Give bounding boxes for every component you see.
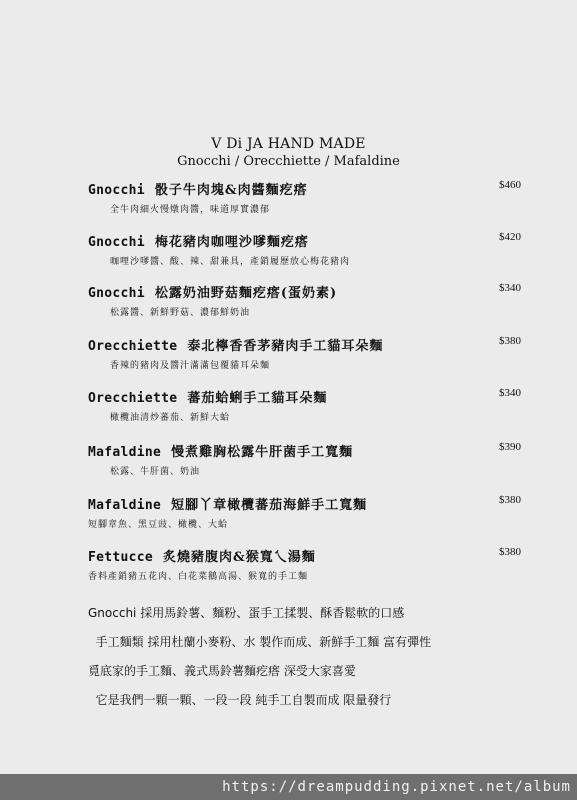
note-line: 手工麵類 採用杜蘭小麥粉、水 製作而成、新鮮手工麵 富有彈性: [88, 635, 432, 649]
item-description: 橄欖油清炒蕃茄、新鮮大蛤: [110, 413, 231, 423]
item-description: 松露、牛肝菌、奶油: [110, 467, 201, 477]
item-pasta-type: Orecchiette: [88, 339, 178, 354]
item-dish-name: 骰子牛肉塊&肉醬麵疙瘩: [154, 183, 308, 198]
watermark-bar: [0, 774, 577, 800]
item-dish-name: 泰北檸香香茅豬肉手工貓耳朵麵: [187, 339, 384, 354]
item-description: 松露醬、新鮮野菇、濃郁鮮奶油: [110, 308, 251, 318]
item-name: [88, 546, 528, 565]
item-name: [88, 335, 528, 354]
item-dish-name: 炙燒豬腹肉&猴寬乀湯麵: [163, 550, 316, 565]
menu-item: [88, 179, 528, 215]
item-pasta-type: Gnocchi: [88, 286, 145, 301]
item-description: 全牛肉細火慢燉肉醬，味道厚實濃郁: [110, 205, 271, 215]
item-dish-name: 慢煮雞胸松露牛肝菌手工寬麵: [171, 445, 354, 460]
item-price: $380: [499, 335, 521, 347]
item-name: [88, 282, 528, 301]
item-price: $340: [499, 387, 521, 399]
item-price: $380: [499, 494, 521, 506]
menu-item: [88, 231, 528, 267]
item-name: [88, 441, 528, 460]
item-dish-name: 蕃茄蛤蜊手工貓耳朵麵: [187, 391, 328, 406]
item-price: $380: [499, 546, 521, 558]
item-name: [88, 179, 528, 198]
menu-item: [88, 494, 528, 530]
item-pasta-type: Gnocchi: [88, 183, 145, 198]
item-pasta-type: Mafaldine: [88, 498, 162, 513]
menu-item: [88, 335, 528, 371]
brand-title: V Di JA HAND MADE: [211, 136, 366, 152]
item-dish-name: 短腳丫章橄欖蕃茄海鮮手工寬麵: [171, 498, 368, 513]
note-line: 它是我們一顆一顆、一段一段 純手工自製而成 限量發行: [88, 693, 392, 707]
item-description: 香料產銷豬五花肉、白花菜鵝高湯、猴寬的手工麵: [88, 572, 309, 582]
menu-notes: [88, 604, 548, 720]
menu-item: [88, 282, 528, 318]
menu-header: [0, 136, 577, 169]
item-name: [88, 387, 528, 406]
item-pasta-type: Fettucce: [88, 550, 154, 565]
item-price: $390: [499, 441, 521, 453]
item-description: 香辣的豬肉及醬汁滿滿包覆貓耳朵麵: [110, 361, 271, 371]
watermark-url: https://dreampudding.pixnet.net/album: [222, 779, 571, 795]
item-pasta-type: Gnocchi: [88, 235, 145, 250]
item-name: [88, 494, 528, 513]
item-price: $460: [499, 179, 521, 191]
menu-item: [88, 387, 528, 423]
item-description: 咖哩沙嗲醬、酸、辣、甜兼具，產銷履歷放心梅花豬肉: [110, 257, 351, 267]
pasta-types-subtitle: Gnocchi / Orecchiette / Mafaldine: [177, 154, 400, 169]
item-price: $340: [499, 282, 521, 294]
item-pasta-type: Mafaldine: [88, 445, 162, 460]
note-line: Gnocchi 採用馬鈴薯、麵粉、蛋手工揉製、酥香鬆軟的口感: [88, 606, 405, 620]
item-pasta-type: Orecchiette: [88, 391, 178, 406]
item-description: 短腳章魚、黑豆豉、橄欖、大蛤: [88, 520, 229, 530]
menu-item: [88, 546, 528, 582]
item-dish-name: 梅花豬肉咖哩沙嗲麵疙瘩: [154, 235, 309, 250]
item-price: $420: [499, 231, 521, 243]
note-line: 覓底家的手工麵、義式馬鈴薯麵疙瘩 深受大家喜愛: [88, 664, 356, 678]
menu-item: [88, 441, 528, 477]
item-dish-name: 松露奶油野菇麵疙瘩(蛋奶素): [154, 286, 338, 301]
item-name: [88, 231, 528, 250]
